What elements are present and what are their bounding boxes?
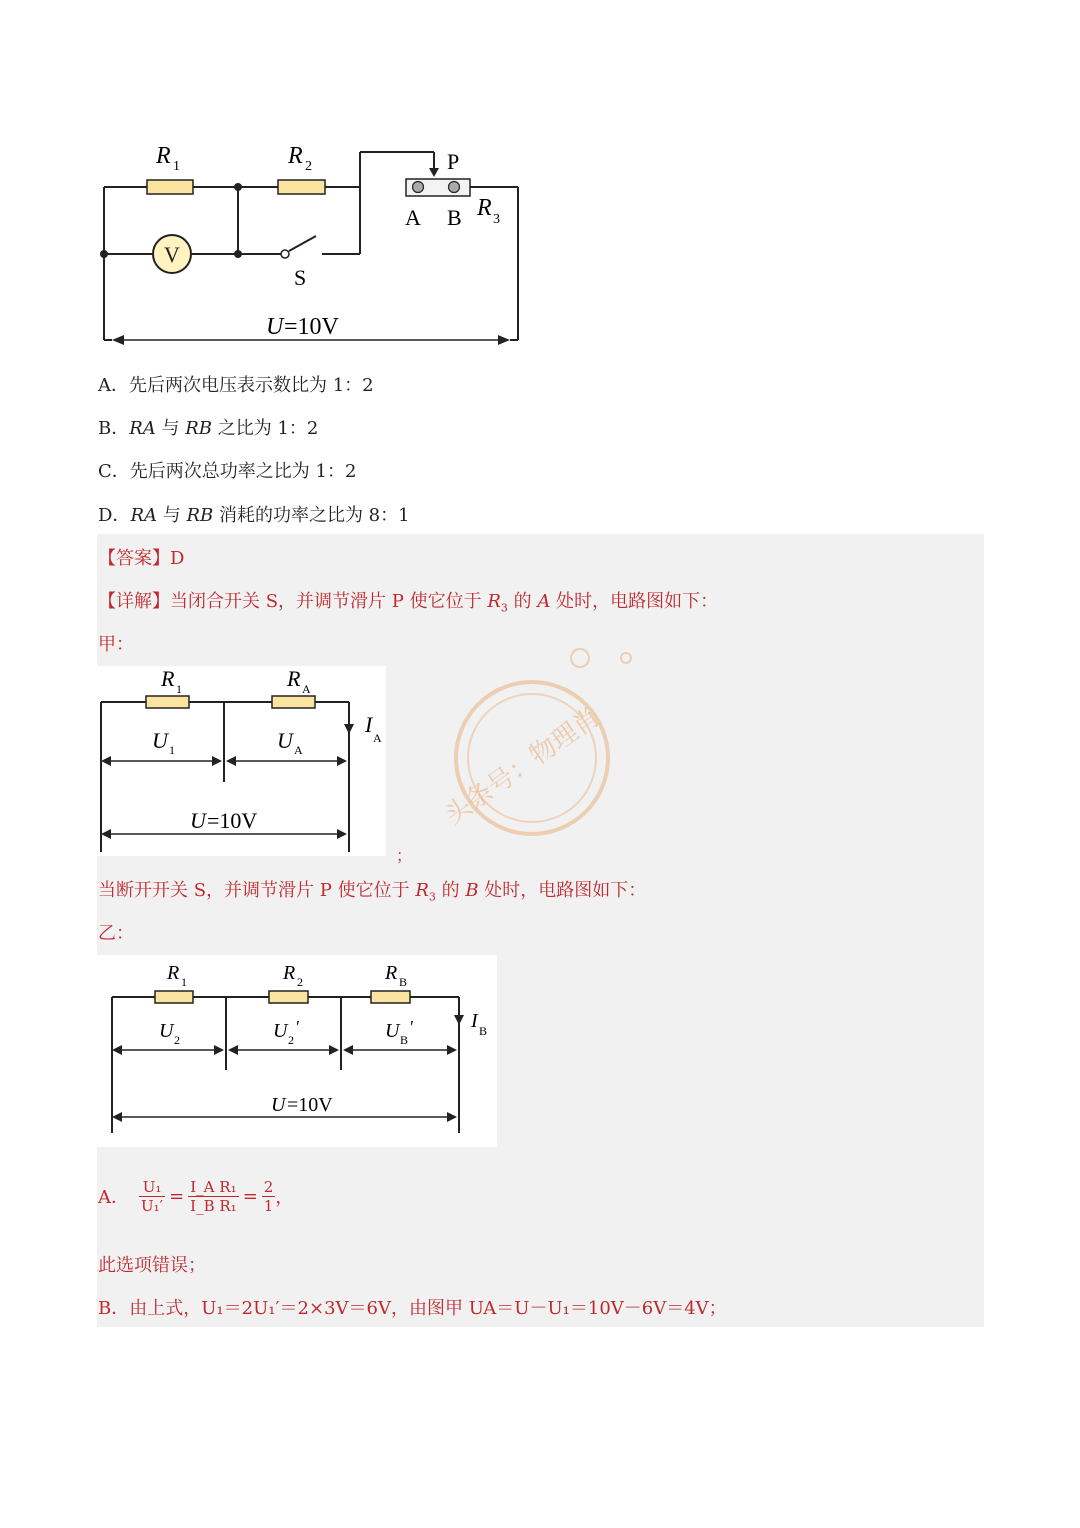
main-circuit-diagram [90, 135, 540, 350]
svg-text:R: R [385, 962, 398, 984]
svg-text:U: U [152, 728, 168, 753]
svg-text:1: 1 [173, 159, 180, 174]
voltmeter-label: V [164, 242, 180, 267]
svg-text:I: I [471, 1010, 478, 1032]
label-yi: 乙： [98, 923, 134, 944]
svg-text:R: R [161, 666, 175, 691]
option-b: B．RA 与 RB 之比为 1：2 [98, 418, 319, 439]
switch-icon [281, 250, 289, 258]
detail-line-b: B．由上式，U₁＝2U₁′＝2×3V＝6V，由图甲 UA＝U－U₁＝10V－6V＝4V； [98, 1298, 727, 1319]
svg-text:U: U [273, 1020, 288, 1042]
svg-text:B: B [479, 1024, 488, 1038]
svg-text:A: A [302, 682, 311, 696]
svg-text:3: 3 [493, 212, 500, 227]
label-u: U [266, 314, 284, 340]
svg-text:=10V: =10V [287, 1094, 333, 1116]
wrong-line: 此选项错误； [98, 1255, 206, 1276]
detail-line-2: 当断开开关 S，并调节滑片 P 使它位于 $R_3$ 的 B 处时，电路图如下： [98, 880, 647, 904]
detail-line-1: 【详解】当闭合开关 S，并调节滑片 P 使它位于 $R_3$ 的 A 处时，电路图如下： [98, 591, 719, 615]
label-u-value: =10V [284, 314, 339, 340]
svg-text:B: B [399, 975, 408, 989]
svg-text:R: R [283, 962, 296, 984]
svg-text:B: B [400, 1033, 409, 1047]
label-r1: R [156, 143, 171, 169]
label-a: A [405, 205, 421, 230]
svg-text:I: I [365, 712, 373, 737]
svg-text:2: 2 [174, 1033, 180, 1047]
svg-text:R: R [287, 666, 301, 691]
svg-text:U: U [385, 1020, 400, 1042]
resistor-r2 [278, 180, 325, 194]
resistor-r1 [147, 180, 193, 194]
option-c: C．先后两次总功率之比为 1：2 [98, 461, 357, 482]
circuit-jia-panel [97, 666, 386, 856]
label-b: B [447, 205, 462, 230]
slider-arrow-icon [429, 168, 439, 177]
circuit-yi-panel [97, 955, 497, 1147]
option-d: D．RA 与 RB 消耗的功率之比为 8：1 [98, 505, 410, 526]
svg-text:1: 1 [176, 682, 182, 696]
svg-text:R: R [167, 962, 180, 984]
label-p: P [447, 149, 460, 174]
svg-text:1: 1 [169, 743, 175, 757]
label-r2: R [288, 143, 303, 169]
svg-text:U: U [277, 728, 293, 753]
svg-text:U: U [271, 1094, 286, 1116]
svg-text:A: A [294, 743, 303, 757]
label-r3: R [477, 195, 492, 221]
svg-text:=10V: =10V [207, 808, 258, 833]
svg-text:′: ′ [410, 1017, 414, 1037]
svg-text:A: A [373, 731, 382, 745]
formula-a: A． $\frac{\text{U₁}}{\text{U₁′}}$ = $\frac{\text{I\_A R₁}}{\text{I\_B R₁}}$ = $\frac{2}{1}$ ， [98, 1177, 294, 1215]
svg-text:′: ′ [296, 1017, 300, 1037]
svg-text:1: 1 [181, 975, 187, 989]
label-jia: 甲： [98, 634, 134, 655]
answer-line: 【答案】D [98, 548, 185, 569]
label-s: S [294, 265, 307, 290]
svg-text:U: U [190, 808, 206, 833]
svg-text:2: 2 [288, 1033, 294, 1047]
svg-text:2: 2 [297, 975, 303, 989]
svg-text:U: U [159, 1020, 174, 1042]
circuit-yi-diagram [97, 955, 497, 1147]
circuit-jia-diagram [97, 666, 386, 856]
svg-text:2: 2 [305, 159, 312, 174]
semicolon: ； [396, 846, 413, 865]
watermark-text: 头条号：物理肖 [439, 702, 606, 832]
option-a: A．先后两次电压表示数比为 1：2 [98, 375, 374, 396]
